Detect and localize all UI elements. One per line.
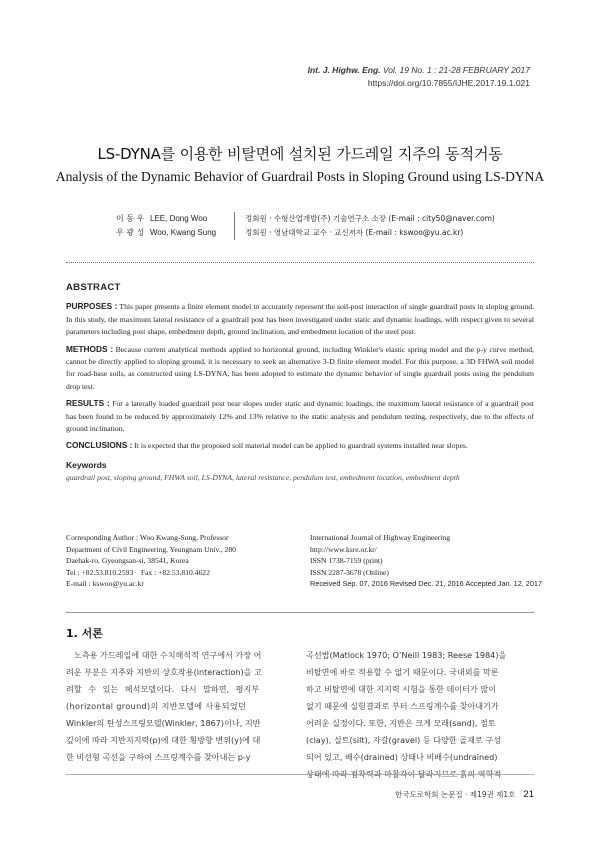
- author-affiliation: 정회원 · 영남대학교 교수 · 교신저자 (E-mail : kswoo@yu.ac.kr): [234, 226, 463, 240]
- body-line: 려운 부분은 지주와 지반의 상호작용(interaction)을 고: [66, 667, 262, 677]
- footer-journal: 한국도로학회 논문집 · 제19권 제1호: [395, 790, 516, 799]
- journal-info: [310, 532, 542, 590]
- journal-volume: Vol. 19 No. 1 : 21-28 FEBRUARY 2017: [382, 65, 530, 75]
- author-list: [116, 212, 495, 240]
- author-affiliation: 정회원 · 수형산업개발(주) 기술연구소 소장 (E-mail : city50@naver.com): [234, 212, 495, 226]
- body-line: 상태에 따라 점착력과 마찰각이 달라지므로 흙의 역학적: [306, 769, 502, 779]
- body-line: 하고 비탈면에 대한 지지력 시험을 통한 데이터가 많이: [306, 684, 497, 694]
- body-column-left: [66, 647, 298, 766]
- corresponding-author-info: [66, 532, 236, 590]
- corresponding-line: Daehak-ro, Gyeongsan-si, 38541, Korea: [66, 556, 189, 566]
- section-heading: 1. 서론: [66, 627, 103, 640]
- author-row: [116, 226, 495, 240]
- body-line: 노측용 가드레일에 대한 수치해석적 연구에서 가장 어: [74, 650, 262, 660]
- author-name-english: LEE, Dong Woo: [150, 214, 208, 223]
- body-line: 없기 때문에 실험결과로 부터 스프링계수를 찾아내기가: [306, 701, 499, 711]
- corresponding-line: Corresponding Author : Woo Kwang-Sung, Professor: [66, 533, 229, 542]
- body-line: Winkler의 탄성스프링모델(Winkler, 1867)이나, 지반: [66, 718, 261, 728]
- page-footer: [395, 789, 534, 800]
- abstract-methods: [66, 343, 534, 394]
- journal-url[interactable]: http://www.ksre.or.kr/: [310, 544, 377, 554]
- author-name-korean: 우 광 성: [116, 228, 145, 237]
- journal-name: Int. J. Highw. Eng.: [307, 65, 381, 75]
- abstract-heading: ABSTRACT: [66, 282, 121, 293]
- title-korean: LS-DYNA를 이용한 비탈면에 설치된 가드레일 지주의 동적거동: [97, 145, 503, 163]
- journal-header: [308, 64, 530, 90]
- abstract-block: [66, 282, 534, 485]
- body-line: (horizontal ground)의 지반모델에 사용되었던: [66, 701, 247, 711]
- title-english: Analysis of the Dynamic Behavior of Guardrail Posts in Sloping Ground using LS-DYNA: [55, 169, 545, 184]
- results-label: RESULTS :: [66, 398, 110, 409]
- methods-label: METHODS :: [66, 343, 114, 354]
- keywords-heading: Keywords: [66, 459, 107, 470]
- body-line: 려할 수 있는 해석모델이다. 다시 말하면, 평지부: [66, 684, 260, 694]
- body-line: 곡선법(Matlock 1970; O’Neill 1983; Reese 1984)을: [306, 650, 507, 660]
- journal-info-line: ISSN 1738-7159 (print): [310, 556, 383, 566]
- purposes-label: PURPOSES :: [66, 301, 118, 312]
- results-text: For a laterally loaded guardrail post near slopes under static and dynamic loadings, the maximum lateral resistance of a guardrail post has been found to be reduced by approximately 12% and 13% relative to the static analysis and pendulum testing, respectively, due to the effects of ground inclination.: [66, 399, 534, 434]
- conclusions-text: It is expected that the proposed soil material model can be applied to guardrail systems installed near slopes.: [132, 441, 468, 451]
- body-line: 깊이에 따라 지반지지력(p)에 대한 횡방향 변위(y)에 대: [66, 735, 261, 745]
- author-name-english: Woo, Kwang Sung: [150, 228, 217, 237]
- corresponding-email[interactable]: E-mail : kswoo@yu.ac.kr: [66, 579, 144, 589]
- page-number: 21: [523, 789, 534, 800]
- keywords-list: guardrail post, sloping ground, FHWA soil, LS-DYNA, lateral resistance, pendulum test, embedment location, embedment depth: [66, 473, 460, 483]
- divider-solid: [66, 612, 534, 613]
- body-line: 한 비선형 곡선을 구하여 스프링계수를 찾아내는 p-y: [66, 752, 251, 762]
- footer-divider: [66, 774, 534, 775]
- journal-info-line: ISSN 2287-3678 (Online): [310, 567, 389, 577]
- corresponding-line: Tel : +82.53.810.2593 Fax : +82.53.810.4622: [66, 567, 210, 577]
- journal-doi[interactable]: https://doi.org/10.7855/IJHE.2017.19.1.021: [367, 78, 530, 88]
- body-line: (clay), 실트(silt), 자갈(gravel) 등 다양한 골재로 구성: [306, 735, 501, 745]
- received-dates: Received Sep. 07, 2016 Revised Dec. 21, 2016 Accepted Jan. 12, 2017: [310, 579, 543, 589]
- methods-text: Because current analytical methods applied to horizontal ground, including Winkler's elastic spring model and the p-y curve method, cannot be directly applied to sloping ground, it is necessary to seek an alternative 3-D finite element model. For this purpose, a 3D FHWA soil model for road-base soils, as constructed using LS-DYNA, has been adopted to estimate the dynamic behavior of single guardrail posts using the pendulum drop test.: [66, 344, 534, 391]
- body-column-right: [306, 647, 538, 783]
- journal-info-line: International Journal of Highway Engineering: [310, 533, 451, 542]
- corresponding-line: Department of Civil Engineering, Yeungnam Univ., 280: [66, 544, 236, 554]
- journal-citation: [308, 64, 530, 77]
- abstract-conclusions: [66, 439, 534, 452]
- purposes-text: This paper presents a finite element model to accurately represent the soil-post interaction of single guardrail posts in sloping ground. In this study, the maximum lateral resistance of a guardrail post has been investigated under static and dynamic loadings, with respect given to several parameters including post shape, embedment depth, ground inclination, and embedment location of the steel post.: [66, 302, 534, 337]
- body-line: 어려운 실정이다. 또한, 지반은 크게 모래(sand), 점토: [306, 718, 496, 728]
- body-line: 되어 있고, 배수(drained) 상태나 비배수(undrained): [306, 752, 498, 762]
- author-name-korean: 이 동 우: [116, 214, 145, 223]
- abstract-purposes: [66, 300, 534, 338]
- abstract-results: [66, 397, 534, 435]
- conclusions-label: CONCLUSIONS :: [66, 440, 133, 451]
- body-line: 비탈면에 바로 적용할 수 없기 때문이다. 국내외를 막론: [306, 667, 499, 677]
- author-row: [116, 212, 495, 226]
- divider-dotted: [66, 262, 534, 263]
